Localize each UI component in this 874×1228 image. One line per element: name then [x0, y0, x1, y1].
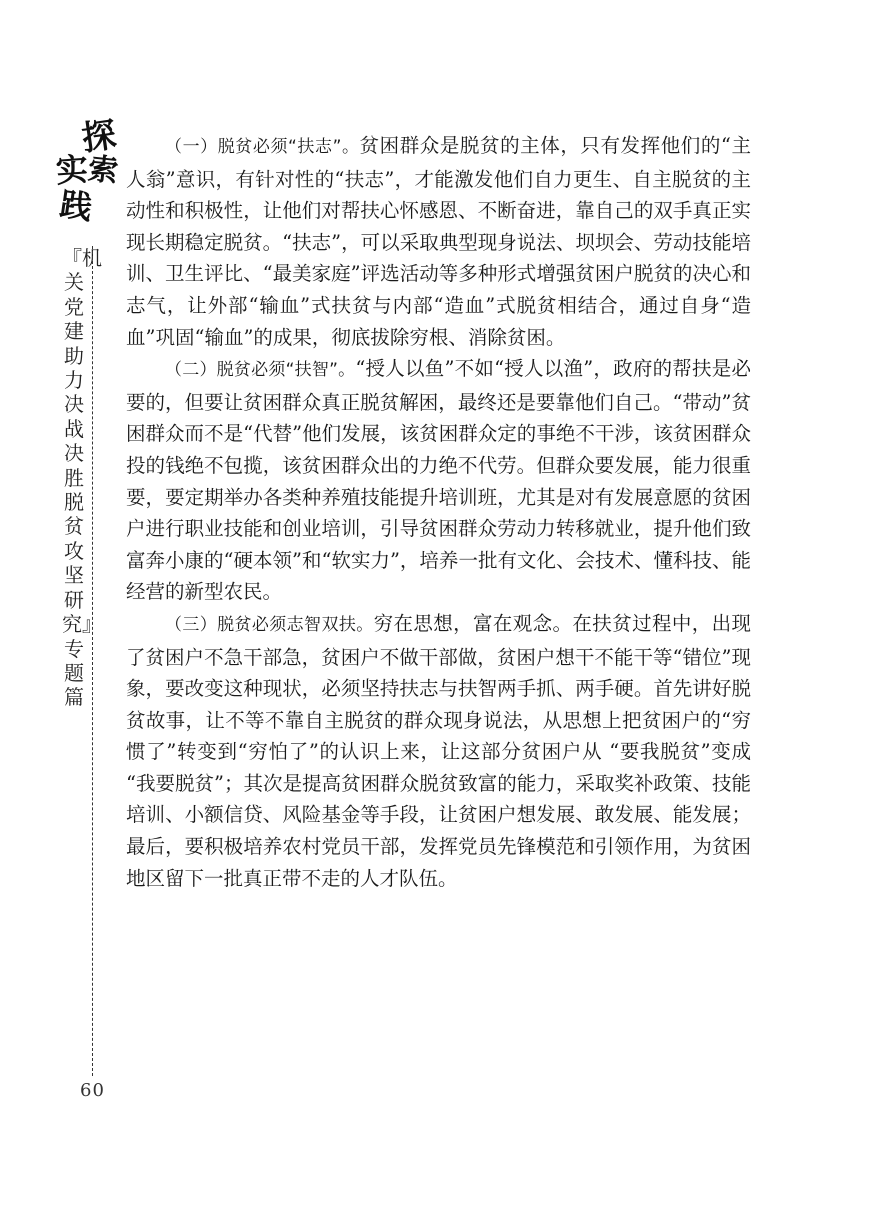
paragraph-2 — [126, 353, 751, 608]
paragraph-2-heading: （二）脱贫必须“扶智”。 — [165, 360, 356, 381]
logo-char-3: 实 — [54, 149, 90, 191]
margin-dashed-divider — [92, 246, 93, 1076]
series-title-vertical: 『机关党建助力决战决胜脱贫攻坚研究』专题篇 — [62, 246, 102, 710]
logo-char-1: 探 — [79, 114, 119, 160]
logo-char-2: 索 — [86, 151, 120, 190]
paragraph-1-body: 贫困群众是脱贫的主体，只有发挥他们的“主人翁”意识，有针对性的“扶志”，才能激发他们自力更生、自主脱贫的主动性和积极性，让他们对帮扶心怀感恩、不断奋进，靠自己的双手真正实现长期稳定脱贫。“扶志”，可以采取典型现身说法、坝坝会、劳动技能培训、卫生评比、“最美家庭”评选活动等多种形式增强贫困户脱贫的决心和志气，让外部“输血”式扶贫与内部“造血”式脱贫相结合，通过自身“造血”巩固“输血”的成果，彻底拔除穷根、消除贫困。 — [126, 134, 751, 349]
paragraph-1 — [126, 130, 751, 353]
paragraph-3 — [126, 608, 751, 894]
logo-char-4: 践 — [57, 184, 95, 228]
series-logo — [52, 114, 122, 230]
page-number: 60 — [80, 1080, 105, 1101]
main-text — [126, 130, 751, 894]
paragraph-1-heading: （一）脱贫必须“扶志”。 — [165, 137, 360, 157]
paragraph-3-body: 穷在思想，富在观念。在扶贫过程中，出现了贫困户不急干部急，贫困户不做干部做，贫困户想干不能干等“错位”现象，要改变这种现状，必须坚持扶志与扶智两手抓、两手硬。首先讲好脱贫故事，让不等不靠自主脱贫的群众现身说法，从思想上把贫困户的“穷惯了”转变到“穷怕了”的认识上来，让这部分贫困户从 “要我脱贫”变成 “我要脱贫”；其次是提高贫困群众脱贫致富的能力，采取奖补政策、技能培训、小额信贷、风险基金等手段，让贫困户想发展、敢发展、能发展；最后，要积极培养农村党员干部，发挥党员先锋模范和引领作用，为贫困地区留下一批真正带不走的人才队伍。 — [126, 611, 751, 890]
paragraph-3-heading: （三）脱贫必须志智双扶。 — [165, 614, 374, 635]
paragraph-2-body: “授人以鱼”不如“授人以渔”，政府的帮扶是必要的，但要让贫困群众真正脱贫解困，最终还是要靠他们自己。“带动”贫困群众而不是“代替”他们发展，该贫困群众定的事绝不干涉，该贫困群众投的钱绝不包揽，该贫困群众出的力绝不代劳。但群众要发展，能力很重要，要定期举办各类种养殖技能提升培训班，尤其是对有发展意愿的贫困户进行职业技能和创业培训，引导贫困群众劳动力转移就业，提升他们致富奔小康的“硬本领”和“软实力”，培养一批有文化、会技术、懂科技、能经营的新型农民。 — [126, 357, 751, 604]
